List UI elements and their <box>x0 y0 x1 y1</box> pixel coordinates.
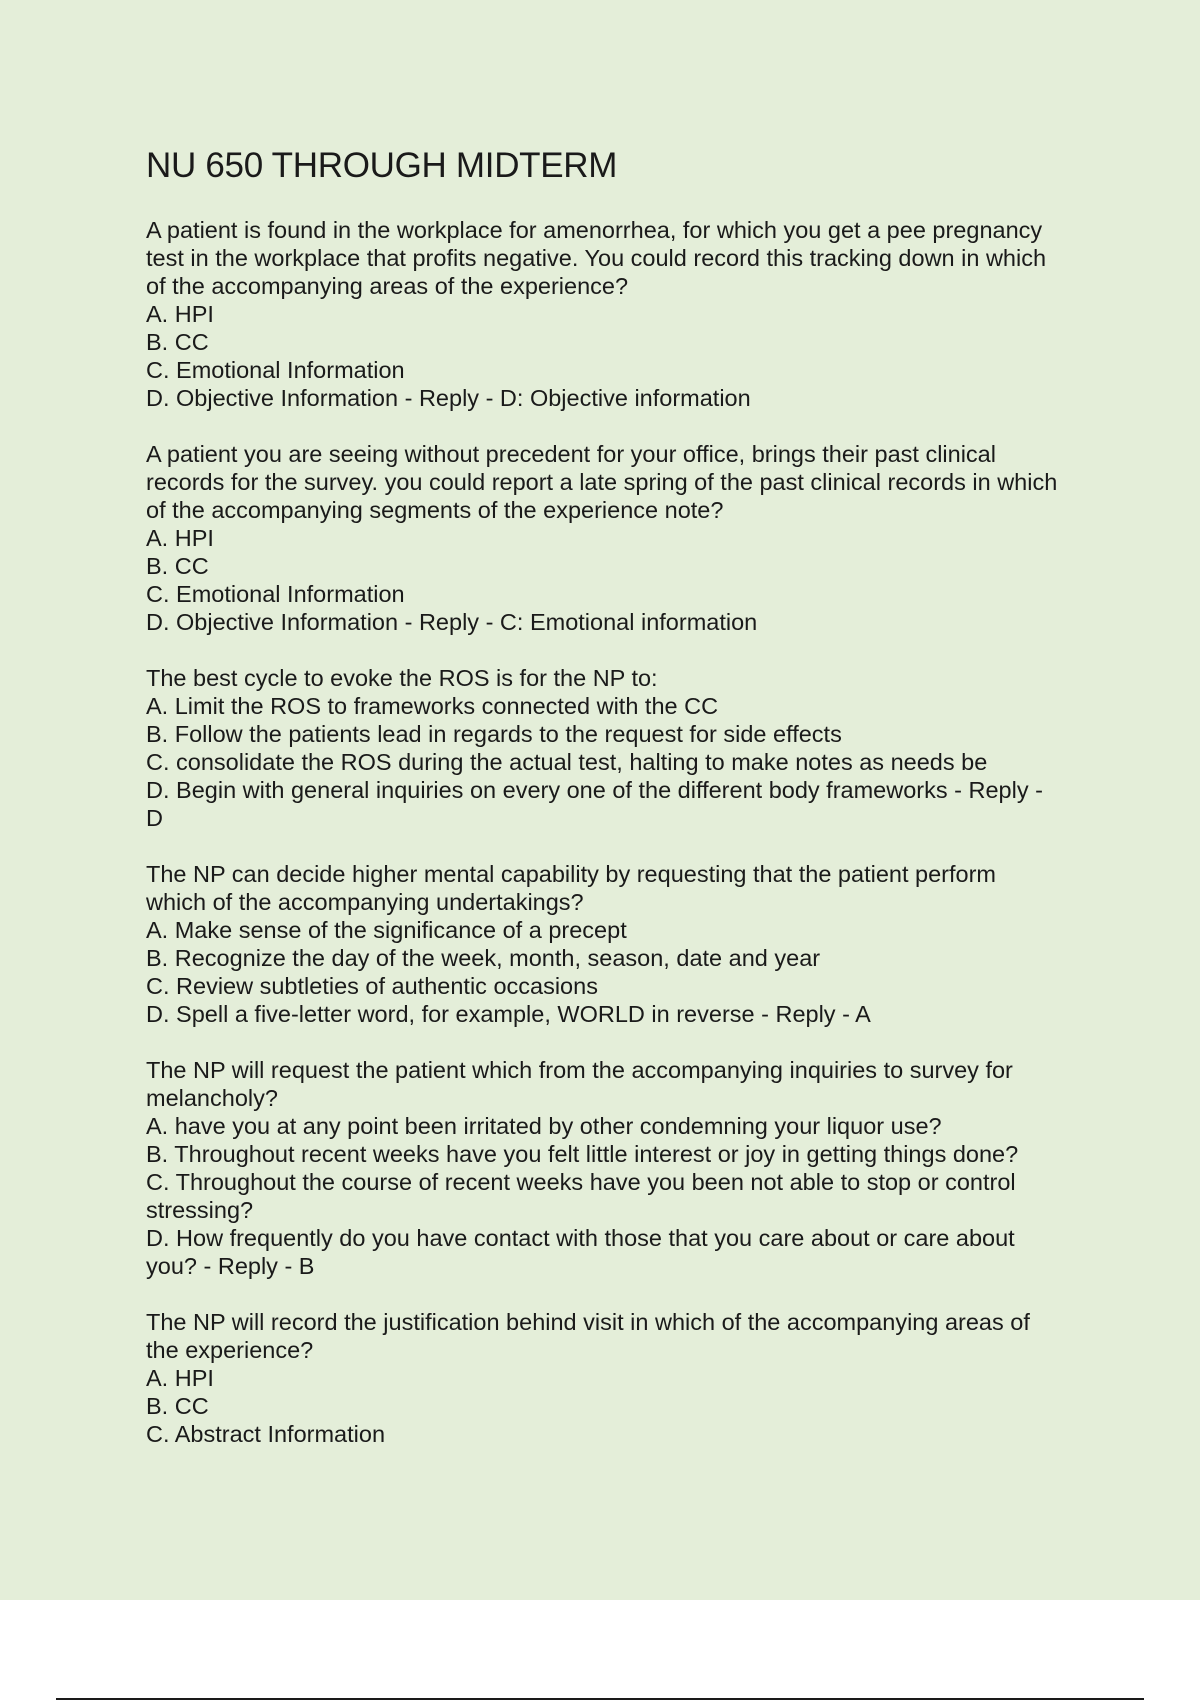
question-line: B. Recognize the day of the week, month, season, date and year <box>146 945 821 971</box>
question-line: A. HPI <box>146 525 214 551</box>
question-line: B. Throughout recent weeks have you felt little interest or joy in getting things done? <box>146 1141 1019 1167</box>
question-line: C. Emotional Information <box>146 581 405 607</box>
page-title: NU 650 THROUGH MIDTERM <box>146 146 618 185</box>
question-line: which of the accompanying undertakings? <box>146 889 584 915</box>
question-line: D. Spell a five-letter word, for example, WORLD in reverse - Reply - A <box>146 1001 871 1027</box>
question-text: The best cycle to evoke the ROS is for the NP to: <box>146 665 658 691</box>
question-line: C. Abstract Information <box>146 1421 386 1447</box>
question-text: The NP will record the justification behind visit in which of the accompanying areas of <box>146 1309 1030 1335</box>
question-line: of the accompanying segments of the experience note? <box>146 497 724 523</box>
question-block <box>146 216 1096 412</box>
question-block <box>146 440 1096 636</box>
question-block <box>146 860 1096 1028</box>
document-content <box>146 144 1096 1476</box>
question-line: B. Follow the patients lead in regards to the request for side effects <box>146 721 842 747</box>
question-line: D <box>146 805 163 831</box>
question-line: C. Review subtleties of authentic occasions <box>146 973 598 999</box>
question-line: you? - Reply - B <box>146 1253 315 1279</box>
question-block <box>146 1056 1096 1280</box>
question-line: melancholy? <box>146 1085 278 1111</box>
question-line: D. How frequently do you have contact with those that you care about or care about <box>146 1225 1015 1251</box>
question-line: A. Limit the ROS to frameworks connected with the CC <box>146 693 719 719</box>
question-text: The NP will request the patient which from the accompanying inquiries to survey for <box>146 1057 1013 1083</box>
question-line: stressing? <box>146 1197 254 1223</box>
question-text: A patient you are seeing without precedent for your office, brings their past clinical <box>146 441 996 467</box>
question-line: C. consolidate the ROS during the actual test, halting to make notes as needs be <box>146 749 988 775</box>
question-line: A. HPI <box>146 301 214 327</box>
question-line: D. Objective Information - Reply - D: Objective information <box>146 385 751 411</box>
question-line: B. CC <box>146 329 209 355</box>
question-text: A patient is found in the workplace for amenorrhea, for which you get a pee pregnancy <box>146 217 1043 243</box>
question-line: B. CC <box>146 553 209 579</box>
question-block <box>146 664 1096 832</box>
question-line: B. CC <box>146 1393 209 1419</box>
question-line: C. Emotional Information <box>146 357 405 383</box>
question-line: A. Make sense of the significance of a precept <box>146 917 627 943</box>
question-line: test in the workplace that profits negative. You could record this tracking down in which <box>146 245 1047 271</box>
question-line: of the accompanying areas of the experience? <box>146 273 629 299</box>
question-block <box>146 1308 1096 1448</box>
question-line: D. Begin with general inquiries on every one of the different body frameworks - Reply - <box>146 777 1043 803</box>
question-line: the experience? <box>146 1337 314 1363</box>
question-line: records for the survey. you could report a late spring of the past clinical records in which <box>146 469 1058 495</box>
question-text: The NP can decide higher mental capability by requesting that the patient perform <box>146 861 996 887</box>
question-line: D. Objective Information - Reply - C: Emotional information <box>146 609 758 635</box>
question-line: C. Throughout the course of recent weeks have you been not able to stop or control <box>146 1169 1016 1195</box>
question-line: A. HPI <box>146 1365 214 1391</box>
question-list <box>146 216 1096 1448</box>
question-line: A. have you at any point been irritated by other condemning your liquor use? <box>146 1113 942 1139</box>
